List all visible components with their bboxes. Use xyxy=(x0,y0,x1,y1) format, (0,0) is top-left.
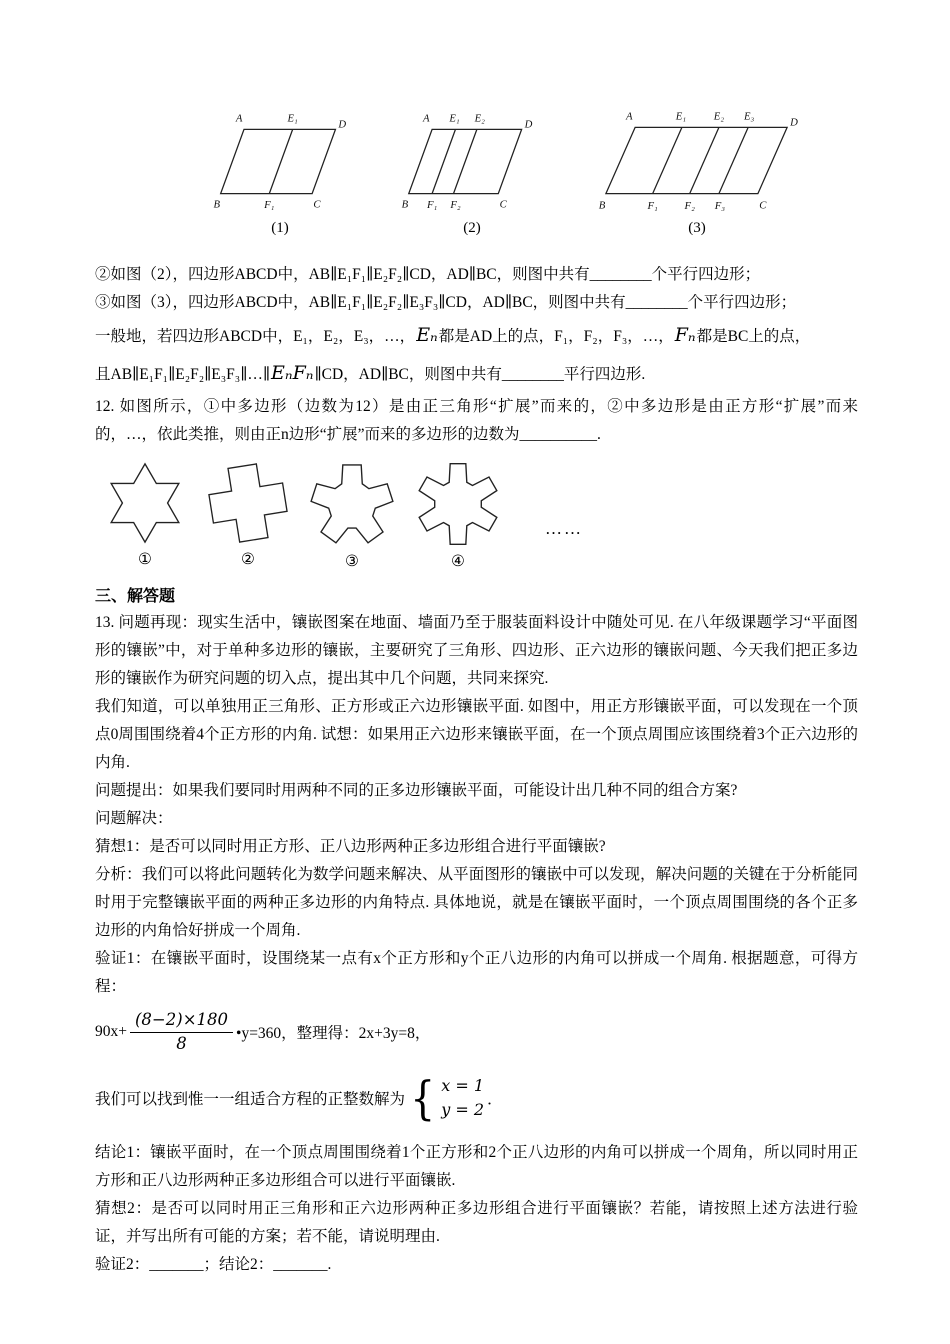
math-enfn: EₙFₙ xyxy=(271,362,314,384)
equation-suffix: •y=360，整理得：2x+3y=8， xyxy=(236,1025,431,1042)
vertex-label: A xyxy=(235,112,243,125)
text-segment: 都是BC上的点， xyxy=(696,328,811,345)
problem13-conclusion-1: 结论1：镶嵌平面时，在一个顶点周围围绕着1个正方形和2个正八边形的内角可以拼成一个周角，所以同时用正方形和正八边形两种正多边形组合可以进行平面镶嵌. xyxy=(95,1144,858,1189)
segment-e3f3 xyxy=(719,127,748,193)
section-3-heading: 三、解答题 xyxy=(95,588,176,605)
segment-e1f1 xyxy=(432,129,455,193)
fraction xyxy=(130,1010,233,1054)
vertex-label: E₁ xyxy=(449,112,460,125)
gear-6-shape xyxy=(413,459,503,549)
problem13-conjecture-2: 猜想2：是否可以同时用正三角形和正六边形两种正多边形组合进行平面镶嵌？若能，请按照上述方法进行验证，并写出所有可能的方案；若不能，请说明理由. xyxy=(95,1200,858,1245)
vertex-label: A xyxy=(626,110,633,123)
problem13-analysis: 分析：我们可以将此问题转化为数学问题来解决、从平面图形的镶嵌中可以发现，解决问题的关键在于分析能同时用于完整镶嵌平面的两种正多边形的内角特点. 具体地说，就是在镶嵌平面时，一个顶点周围围绕的各个正多边形的内角恰好拼成一个周角. xyxy=(95,866,858,939)
vertex-label: D xyxy=(790,116,798,129)
problem13-verify-2-blank: 验证2：_______；结论2：_______. xyxy=(95,1256,332,1273)
parallelogram-figure-2 xyxy=(399,106,545,237)
figure-ellipsis: …… xyxy=(545,519,583,538)
vertex-label: B xyxy=(401,198,409,211)
math-en: Eₙ xyxy=(416,324,438,346)
vertex-label: E₃ xyxy=(743,110,755,123)
expanded-square-figure xyxy=(205,459,291,569)
expanded-polygon-figures-row xyxy=(95,459,858,571)
integer-solution-line xyxy=(95,1067,858,1129)
problem13-restate: 13. 问题再现：现实生活中，镶嵌图案在地面、墙面乃至于服装面料设计中随处可见. 在八年级课题学习“平面图形的镶嵌”中，对于单种多边形的镶嵌，主要研究了三角形、四边形、正六边形的镶嵌问题、今天我们把正多边形的镶嵌作为研究问题的切入点，提出其中几个问题，共同来探究. xyxy=(95,614,858,687)
hexagram-shape xyxy=(101,459,189,547)
vertex-label: C xyxy=(499,198,507,211)
general-case-line-1 xyxy=(95,317,858,355)
solution-prefix: 我们可以找到惟一一组适合方程的正整数解为 xyxy=(95,1091,406,1108)
left-brace: { xyxy=(410,1071,436,1125)
parallelogram-diagram-3 xyxy=(591,104,803,218)
vertex-label: F₂ xyxy=(684,200,695,213)
figure-caption-2: (2) xyxy=(463,220,481,236)
segment-e1f1 xyxy=(269,129,292,193)
shape-label-2: ② xyxy=(241,551,255,568)
parallelogram-outline xyxy=(221,129,336,193)
vertex-label: F₃ xyxy=(714,200,726,213)
text-segment: 且AB∥E₁F₁∥E₂F₂∥E₃F₃∥…∥ xyxy=(95,366,271,383)
vertex-label: D xyxy=(524,118,533,131)
vertex-label: D xyxy=(338,118,347,131)
vertex-label: F₂ xyxy=(450,199,461,212)
problem13-question-raised: 问题提出：如果我们要同时用两种不同的正多边形镶嵌平面，可能设计出几种不同的组合方案? xyxy=(95,782,738,799)
shape-label-1: ① xyxy=(138,551,152,568)
gear-outline xyxy=(311,465,393,543)
vertex-label: C xyxy=(313,198,321,211)
problem13-verify-1: 验证1：在镶嵌平面时，设围绕某一点有x个正方形和y个正八边形的内角可以拼成一个周角. 根据题意，可得方程： xyxy=(95,950,858,995)
question-2-text: ②如图（2），四边形ABCD中，AB∥E₁F₁∥E₂F₂∥CD，AD∥BC，则图中共有________个平行四边形； xyxy=(95,266,761,283)
vertex-label: E₁ xyxy=(287,112,298,125)
parallelogram-figures-row xyxy=(95,104,858,237)
vertex-label: F₁ xyxy=(647,200,658,213)
vertex-label: C xyxy=(759,199,767,212)
problem13-conjecture-1: 猜想1：是否可以同时用正方形、正八边形两种正多边形组合进行平面镶嵌? xyxy=(95,838,606,855)
vertex-label: F₁ xyxy=(264,199,275,212)
equation-y: y = 2 xyxy=(441,1100,485,1119)
vertex-label: E₂ xyxy=(474,112,485,125)
star-outline xyxy=(111,464,179,542)
plus-shape xyxy=(205,459,291,547)
vertex-label: B xyxy=(213,198,220,211)
fraction-denominator: 8 xyxy=(176,1033,187,1053)
plus-outline xyxy=(205,460,290,545)
parallelogram-diagram-2 xyxy=(399,106,545,218)
general-case-line-2 xyxy=(95,355,858,393)
segment-e1f1 xyxy=(653,127,682,193)
fraction-numerator: (8−2)×180 xyxy=(130,1010,233,1033)
segment-e2f2 xyxy=(454,129,477,193)
math-fn: Fₙ xyxy=(674,324,696,346)
parallelogram-figure-1 xyxy=(207,106,353,237)
segment-e2f2 xyxy=(690,127,719,193)
question-12-text: 12. 如图所示，①中多边形（边数为12）是由正三角形“扩展”而来的，②中多边形是由正方形“扩展”而来的，…，依此类推，则由正n边形“扩展”而来的多边形的边数为__________. xyxy=(95,398,858,443)
vertex-label: E₂ xyxy=(713,110,725,123)
vertex-label: B xyxy=(598,199,606,212)
parallelogram-diagram-1 xyxy=(207,106,353,218)
vertex-label: A xyxy=(422,112,430,125)
parallelogram-figure-3 xyxy=(591,104,803,237)
vertex-label: F₁ xyxy=(426,199,438,212)
shape-label-4: ④ xyxy=(451,553,465,570)
parallelogram-outline xyxy=(606,127,787,193)
vertex-label: E₁ xyxy=(675,110,687,123)
system-equations xyxy=(437,1074,484,1122)
equation-system xyxy=(408,1071,485,1125)
text-segment: 一般地，若四边形ABCD中，E₁，E₂，E₃，…， xyxy=(95,328,416,345)
gear-outline xyxy=(419,464,497,545)
gear-5-shape xyxy=(307,459,397,549)
text-segment: ∥CD，AD∥BC，则图中共有________平行四边形. xyxy=(314,366,646,383)
equation-line xyxy=(95,1005,858,1059)
equation-prefix: 90x+ xyxy=(95,1023,127,1040)
expanded-hexagon-figure xyxy=(413,459,503,571)
figure-caption-3: (3) xyxy=(688,220,706,236)
equation-x: x = 1 xyxy=(441,1076,485,1095)
solution-suffix: ． xyxy=(487,1091,503,1108)
shape-label-3: ③ xyxy=(345,553,359,570)
figure-caption-1: (1) xyxy=(271,220,289,236)
problem13-known: 我们知道，可以单独用正三角形、正方形或正六边形镶嵌平面. 如图中，用正方形镶嵌平面，可以发现在一个顶点0周围围绕着4个正方形的内角. 试想：如果用正六边形来镶嵌平面，在一个顶点周围应该围绕着3个正六边形的内角. xyxy=(95,698,858,771)
text-segment: 都是AD上的点，F₁，F₂，F₃，…， xyxy=(438,328,674,345)
expanded-triangle-figure xyxy=(101,459,189,569)
expanded-pentagon-figure xyxy=(307,459,397,571)
question-3-text: ③如图（3），四边形ABCD中，AB∥E₁F₁∥E₂F₂∥E₃F₃∥CD，AD∥BC，则图中共有________个平行四边形； xyxy=(95,294,797,311)
problem13-solving: 问题解决： xyxy=(95,810,173,827)
